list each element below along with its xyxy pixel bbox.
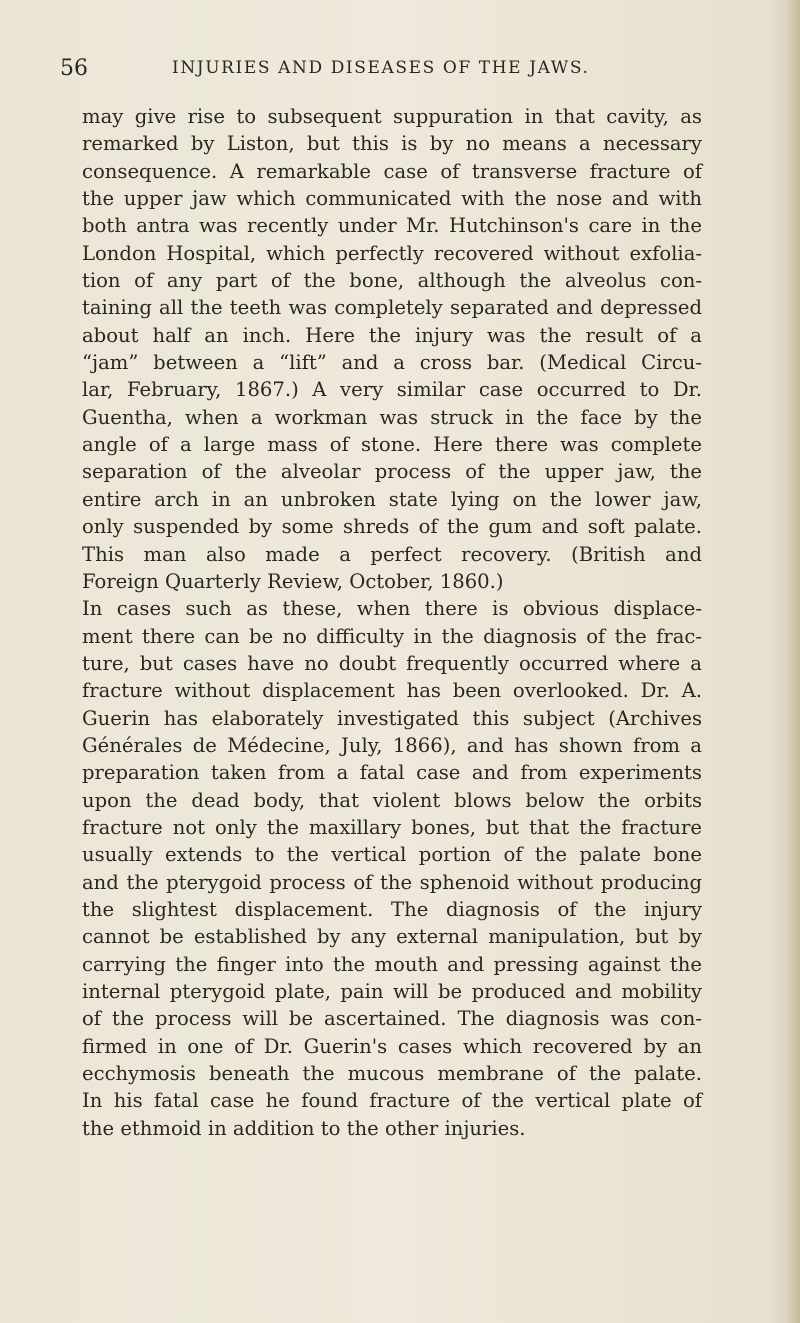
text-line: “jam” between a “lift” and a cross bar. (Medical Circu- — [82, 351, 702, 375]
text-line: cannot be established by any external manipulation, but by — [82, 925, 702, 949]
text-line: and the pterygoid process of the sphenoid without producing — [82, 870, 702, 894]
text-line: In cases such as these, when there is obvious displace- — [82, 597, 702, 621]
text-line: ment there can be no difficulty in the diagnosis of the frac- — [82, 624, 702, 648]
text-line: separation of the alveolar process of the upper jaw, the — [82, 460, 702, 484]
running-head: INJURIES AND DISEASES OF THE JAWS. — [172, 58, 590, 78]
text-line: consequence. A remarkable case of transverse fracture of — [82, 159, 702, 183]
text-line: ture, but cases have no doubt frequently occurred where a — [82, 651, 702, 675]
text-line: only suspended by some shreds of the gum and soft palate. — [82, 515, 702, 539]
text-line: carrying the finger into the mouth and pressing against the — [82, 952, 702, 976]
text-line: both antra was recently under Mr. Hutchinson's care in the — [82, 214, 702, 238]
text-line: In his fatal case he found fracture of the vertical plate of — [82, 1089, 702, 1113]
text-line: entire arch in an unbroken state lying on the lower jaw, — [82, 487, 702, 511]
text-line: usually extends to the vertical portion of the palate bone — [82, 843, 702, 867]
text-line: London Hospital, which perfectly recovered without exfolia- — [82, 241, 702, 265]
text-line: This man also made a perfect recovery. (British and — [82, 542, 702, 566]
text-line: remarked by Liston, but this is by no means a necessary — [82, 132, 702, 156]
text-line: the ethmoid in addition to the other injuries. — [82, 1116, 526, 1140]
text-line: internal pterygoid plate, pain will be produced and mobility — [82, 980, 702, 1003]
text-line: the upper jaw which communicated with the nose and with — [82, 187, 702, 211]
text-line: fracture without displacement has been overlooked. Dr. A. — [82, 679, 702, 703]
text-line: lar, February, 1867.) A very similar case occurred to Dr. — [82, 378, 702, 402]
text-line: Guentha, when a workman was struck in the face by the — [82, 405, 702, 429]
text-line: about half an inch. Here the injury was the result of a — [82, 323, 702, 347]
text-line: ecchymosis beneath the mucous membrane of the palate. — [82, 1062, 702, 1086]
page-number: 56 — [60, 56, 88, 81]
text-line: fracture not only the maxillary bones, but that the fracture — [82, 815, 702, 839]
text-line: upon the dead body, that violent blows below the orbits — [82, 788, 702, 812]
text-line: firmed in one of Dr. Guerin's cases which recovered by an — [82, 1034, 702, 1058]
text-line: Guerin has elaborately investigated this subject (Archives — [82, 706, 702, 730]
page-edge-shadow — [786, 0, 800, 1323]
body-text — [82, 103, 702, 1142]
text-line: the slightest displacement. The diagnosis of the injury — [82, 897, 702, 921]
text-line: may give rise to subsequent suppuration in that cavity, as — [82, 105, 702, 128]
text-line: tion of any part of the bone, although the alveolus con- — [82, 269, 702, 293]
text-line: taining all the teeth was completely separated and depressed — [82, 296, 702, 320]
text-line: of the process will be ascertained. The diagnosis was con- — [82, 1007, 702, 1031]
text-line: preparation taken from a fatal case and from experiments — [82, 761, 702, 785]
page-header — [60, 56, 700, 88]
text-line: angle of a large mass of stone. Here there was complete — [82, 433, 702, 457]
text-line: Foreign Quarterly Review, October, 1860.) — [82, 569, 504, 593]
text-line: Générales de Médecine, July, 1866), and has shown from a — [82, 733, 702, 757]
